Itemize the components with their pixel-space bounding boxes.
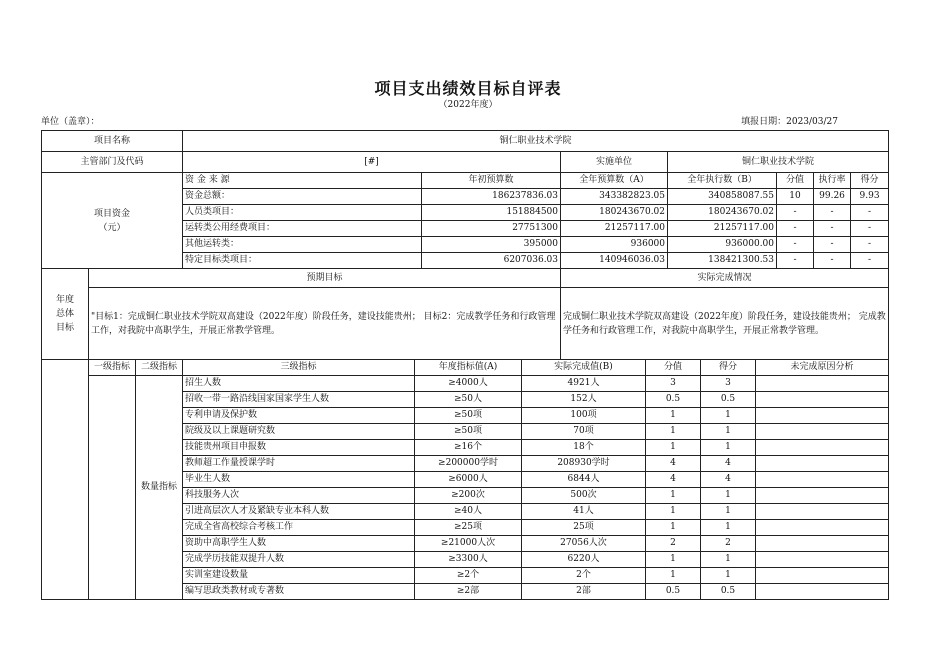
funds-cell: 395000 [422,237,561,253]
indicator-actual: 500次 [522,488,646,504]
indicator-name: 技能贵州项目申报数 [183,440,415,456]
funds-cell: 99.26 [814,189,851,205]
funds-cell: - [851,205,889,221]
funds-cell: 340858087.55 [668,189,777,205]
level1-indicator-cell [89,376,136,600]
dept-value: [#] [183,152,561,173]
funds-cell: - [814,237,851,253]
indicator-actual: 41人 [522,504,646,520]
funds-header-annual: 全年预算数（A） [561,173,668,189]
performance-indicators-table [41,359,889,600]
funds-cell: - [777,205,814,221]
funds-cell: 180243670.02 [668,205,777,221]
funds-cell: 人员类项目： [183,205,422,221]
indicator-target: ≥6000人 [415,472,522,488]
indicator-header-score: 得分 [701,360,756,376]
funds-cell: 343382823.05 [561,189,668,205]
indicator-target: ≥3300人 [415,552,522,568]
funds-cell: 27751300 [422,221,561,237]
indicator-target: ≥21000人次 [415,536,522,552]
indicator-name: 科技服务人次 [183,488,415,504]
indicator-reason [756,376,889,392]
indicator-weight: 1 [646,440,701,456]
indicator-score: 4 [701,472,756,488]
indicator-reason [756,536,889,552]
indicator-row [42,376,889,392]
funds-label: 项目资金 （元） [42,173,183,269]
funds-cell: - [851,221,889,237]
indicator-actual: 2个 [522,568,646,584]
actual-completion-header: 实际完成情况 [561,269,889,288]
indicator-name: 完成全省高校综合考核工作 [183,520,415,536]
indicator-weight: 2 [646,536,701,552]
indicator-header-target: 年度指标值(A) [415,360,522,376]
project-name-label: 项目名称 [42,131,183,152]
funds-header-executed: 全年执行数（B） [668,173,777,189]
report-year: （2022年度） [438,100,498,110]
level2-indicator-cell: 数量指标 [136,376,183,600]
annual-goals-label: 年度 总体 目标 [42,269,89,360]
indicator-weight: 4 [646,456,701,472]
indicator-weight: 1 [646,488,701,504]
indicator-target: ≥2个 [415,568,522,584]
indicator-actual: 27056人次 [522,536,646,552]
indicator-actual: 25项 [522,520,646,536]
indicator-name: 毕业生人数 [183,472,415,488]
funds-cell: 140946036.03 [561,253,668,269]
fill-date: 填报日期：2023/03/27 [741,117,838,127]
funds-cell: - [814,253,851,269]
funds-header-score: 得分 [851,173,889,189]
indicator-name: 完成学历技能双提升人数 [183,552,415,568]
impl-unit-label: 实施单位 [561,152,668,173]
page-title: 项目支出绩效目标自评表 [374,79,562,98]
indicator-reason [756,552,889,568]
indicator-header-reason: 未完成原因分析 [756,360,889,376]
indicator-actual: 6844人 [522,472,646,488]
indicator-header-level3: 三级指标 [183,360,415,376]
indicator-reason [756,520,889,536]
funds-cell: 其他运转类： [183,237,422,253]
project-info-table [41,130,889,360]
indicator-actual: 100项 [522,408,646,424]
indicator-target: ≥4000人 [415,376,522,392]
indicator-target: ≥40人 [415,504,522,520]
indicator-target: ≥50项 [415,408,522,424]
indicator-header-actual: 实际完成值(B) [522,360,646,376]
funds-cell: 资金总额： [183,189,422,205]
indicator-name: 实训室建设数量 [183,568,415,584]
indicator-reason [756,584,889,600]
indicator-target: ≥50项 [415,424,522,440]
funds-cell: 6207036.03 [422,253,561,269]
funds-cell: 151884500 [422,205,561,221]
funds-header-score-weight: 分值 [777,173,814,189]
unit-stamp-label: 单位（盖章）： [41,117,100,127]
indicator-target: ≥200次 [415,488,522,504]
indicator-reason [756,440,889,456]
indicator-score: 0.5 [701,392,756,408]
indicator-name: 引进高层次人才及紧缺专业本科人数 [183,504,415,520]
indicator-actual: 70项 [522,424,646,440]
funds-cell: - [851,237,889,253]
indicator-reason [756,456,889,472]
indicator-weight: 1 [646,520,701,536]
indicator-score: 1 [701,568,756,584]
indicator-score: 1 [701,408,756,424]
indicator-score: 1 [701,552,756,568]
indicator-name: 专利申请及保护数 [183,408,415,424]
indicator-weight: 4 [646,472,701,488]
indicator-score: 4 [701,456,756,472]
indicator-weight: 1 [646,552,701,568]
indicator-header-weight: 分值 [646,360,701,376]
indicator-score: 1 [701,488,756,504]
indicator-weight: 1 [646,568,701,584]
actual-completion-text: 完成铜仁职业技术学院双高建设（2022年度）阶段任务，建设技能贵州； 完成教学任务和行政管理工作，对我院中高职学生，开展正常教学管理。 [561,288,889,360]
indicator-score: 2 [701,536,756,552]
indicator-header-level2: 二级指标 [136,360,183,376]
impl-unit-value: 铜仁职业技术学院 [668,152,889,173]
funds-cell: 10 [777,189,814,205]
indicator-weight: 1 [646,408,701,424]
funds-cell: - [777,253,814,269]
funds-cell: 9.93 [851,189,889,205]
funds-cell: 21257117.00 [561,221,668,237]
funds-cell: 21257117.00 [668,221,777,237]
funds-cell: 186237836.03 [422,189,561,205]
indicator-reason [756,392,889,408]
indicator-target: ≥2部 [415,584,522,600]
indicator-weight: 3 [646,376,701,392]
funds-cell: 特定目标类项目： [183,253,422,269]
funds-cell: 180243670.02 [561,205,668,221]
indicator-reason [756,472,889,488]
goals-label-continued [42,360,89,600]
funds-header-initial: 年初预算数 [422,173,561,189]
indicator-name: 编写思政类教材或专著数 [183,584,415,600]
indicator-target: ≥16个 [415,440,522,456]
funds-cell: 936000 [561,237,668,253]
funds-cell: - [777,237,814,253]
indicator-reason [756,488,889,504]
indicator-score: 1 [701,504,756,520]
indicator-reason [756,504,889,520]
indicator-actual: 208930学时 [522,456,646,472]
indicator-name: 招收一带一路沿线国家国家学生人数 [183,392,415,408]
funds-cell: - [851,253,889,269]
funds-cell: 936000.00 [668,237,777,253]
indicator-target: ≥200000学时 [415,456,522,472]
indicator-score: 3 [701,376,756,392]
funds-cell: - [814,205,851,221]
indicator-weight: 0.5 [646,392,701,408]
indicator-actual: 2部 [522,584,646,600]
indicator-reason [756,568,889,584]
indicator-weight: 1 [646,504,701,520]
indicator-weight: 1 [646,424,701,440]
funds-cell: 138421300.53 [668,253,777,269]
funds-cell: 运转类公用经费项目： [183,221,422,237]
dept-label: 主管部门及代码 [42,152,183,173]
indicator-actual: 4921人 [522,376,646,392]
indicator-score: 1 [701,520,756,536]
indicator-reason [756,424,889,440]
indicator-name: 教师超工作量授课学时 [183,456,415,472]
expected-goals-header: 预期目标 [89,269,561,288]
indicator-actual: 18个 [522,440,646,456]
indicator-target: ≥25项 [415,520,522,536]
indicator-score: 0.5 [701,584,756,600]
indicator-name: 资助中高职学生人数 [183,536,415,552]
funds-header-rate: 执行率 [814,173,851,189]
indicator-score: 1 [701,424,756,440]
project-name-value: 铜仁职业技术学院 [183,131,889,152]
funds-header-source: 资 金 来 源 [183,173,422,189]
expected-goals-text: "目标1：完成铜仁职业技术学院双高建设（2022年度）阶段任务，建设技能贵州； 目标2：完成教学任务和行政管理工作，对我院中高职学生，开展正常教学管理。 [89,288,561,360]
funds-cell: - [777,221,814,237]
indicator-weight: 0.5 [646,584,701,600]
funds-cell: - [814,221,851,237]
indicator-actual: 6220人 [522,552,646,568]
indicator-name: 招生人数 [183,376,415,392]
indicator-actual: 152人 [522,392,646,408]
indicator-reason [756,408,889,424]
indicator-target: ≥50人 [415,392,522,408]
indicator-name: 院级及以上课题研究数 [183,424,415,440]
indicator-score: 1 [701,440,756,456]
indicator-header-level1: 一级指标 [89,360,136,376]
